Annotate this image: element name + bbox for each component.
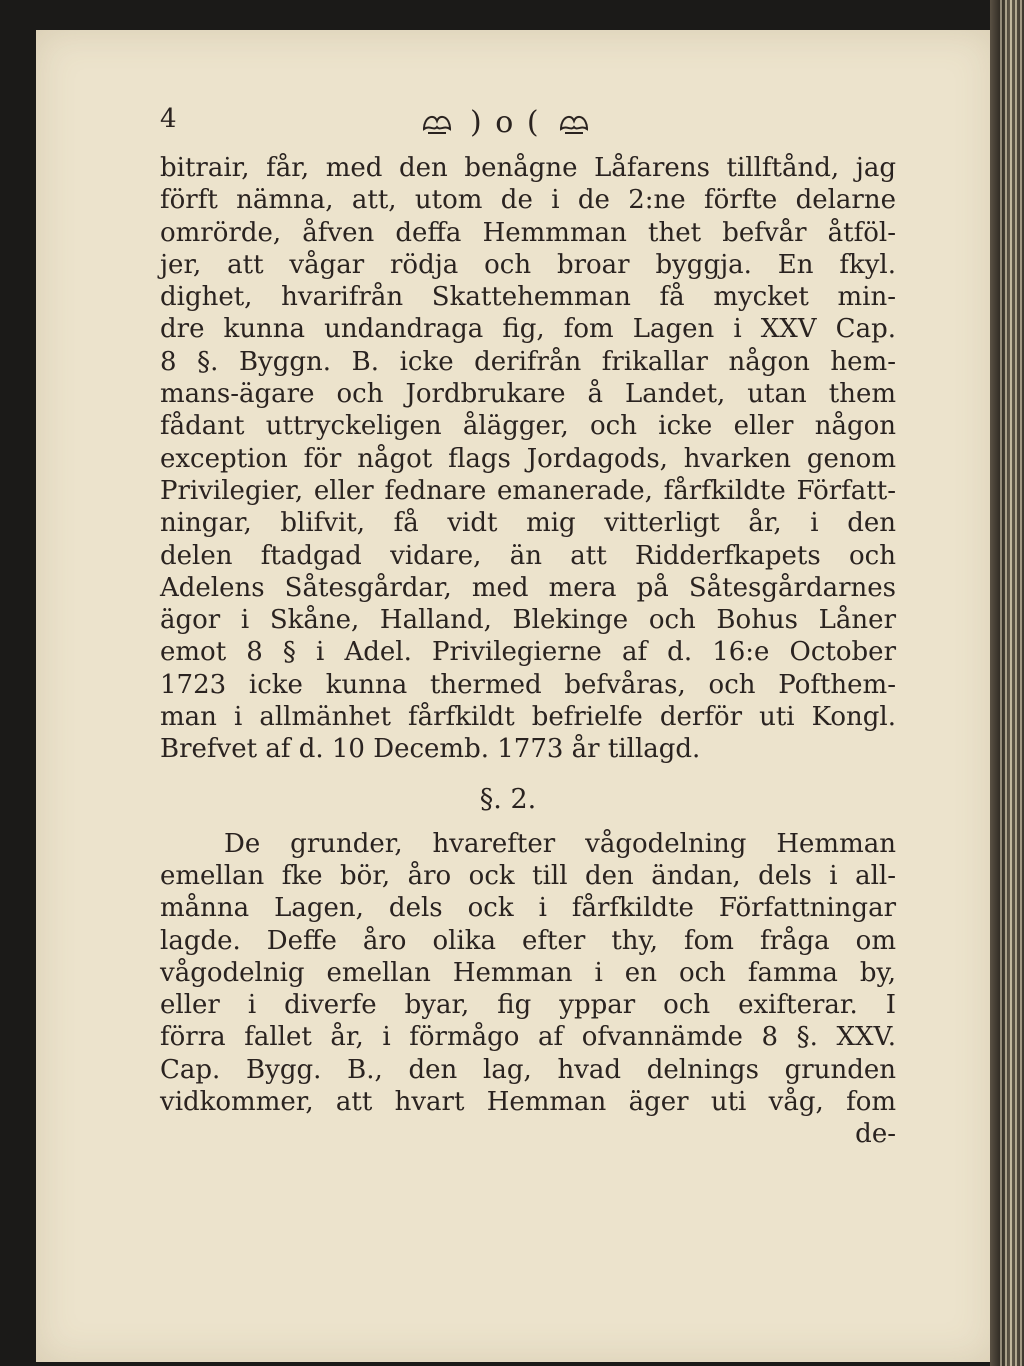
text-line: emot 8 § i Adel. Privilegierne af d. 16:e October: [160, 637, 896, 668]
text-line: 1723 icke kunna thermed befvåras, och Pofthem-: [160, 669, 896, 700]
text-line: eller i diverfe byar, fig yppar och exifterar. I: [160, 990, 896, 1021]
text-line: emellan fke bör, åro ock till den ändan, dels i all-: [160, 860, 896, 891]
text-line: förft nämna, att, utom de i de 2:ne förfte delarne: [160, 185, 896, 216]
text-line: ningar, blifvit, få vidt mig vitterligt år, i den: [160, 508, 896, 539]
section-heading: §. 2.: [479, 783, 537, 815]
text-line: dighet, hvarifrån Skattehemman få mycket min-: [160, 282, 896, 313]
text-line: delen ftadgad vidare, än att Ridderfkapets och: [160, 540, 896, 571]
catchword: de-: [855, 1119, 896, 1150]
page-number: 4: [160, 104, 177, 134]
text-line: De grunder, hvarefter vågodelning Hemman: [224, 828, 896, 859]
ornament-flower-icon: [557, 107, 591, 137]
page-edges: [1000, 0, 1024, 1366]
text-line: månna Lagen, dels ock i fårfkildte Författningar: [160, 893, 896, 924]
ornament-text: ) o (: [470, 104, 541, 140]
text-line: vidkommer, att hvart Hemman äger uti våg, fom: [160, 1087, 896, 1118]
text-line: 8 §. Byggn. B. icke derifrån frikallar någon hem-: [160, 346, 896, 377]
text-line: bitrair, får, med den benågne Låfarens tillftånd, jag: [160, 153, 896, 183]
text-line: förra fallet år, i förmågo af ofvannämde 8 §. XXV.: [160, 1022, 896, 1053]
ornament-flower-icon: [420, 107, 454, 137]
text-line: Privilegier, eller fednare emanerade, fårfkildte Författ-: [160, 475, 896, 506]
text-line: man i allmänhet fårfkildt befrielfe derför uti Kongl.: [160, 702, 896, 733]
text-line: omrörde, åfven deffa Hemmman thet befvår åtföl-: [160, 217, 896, 248]
text-line: ägor i Skåne, Halland, Blekinge och Bohus Låner: [160, 605, 896, 636]
body-text: [160, 152, 896, 1151]
text-line: jer, att vågar rödja och broar byggja. En fkyl.: [160, 249, 896, 280]
text-line: vågodelnig emellan Hemman i en och famma by,: [160, 957, 896, 988]
text-line: dre kunna undandraga fig, fom Lagen i XXV Cap.: [160, 314, 896, 345]
text-line: Cap. Bygg. B., den lag, hvad delnings grunden: [160, 1054, 896, 1085]
text-line: fådant uttryckeligen ålägger, och icke eller någon: [160, 411, 896, 442]
text-line: lagde. Deffe åro olika efter thy, fom fråga om: [160, 925, 896, 956]
text-line: Adelens Såtesgårdar, med mera på Såtesgårdarnes: [160, 572, 896, 603]
header-ornament: [420, 102, 640, 142]
text-line: mans-ägare och Jordbrukare å Landet, utan them: [160, 379, 896, 410]
text-line: exception för något flags Jordagods, hvarken genom: [160, 443, 896, 474]
text-line: Brefvet af d. 10 Decemb. 1773 år tillagd.: [160, 734, 701, 765]
